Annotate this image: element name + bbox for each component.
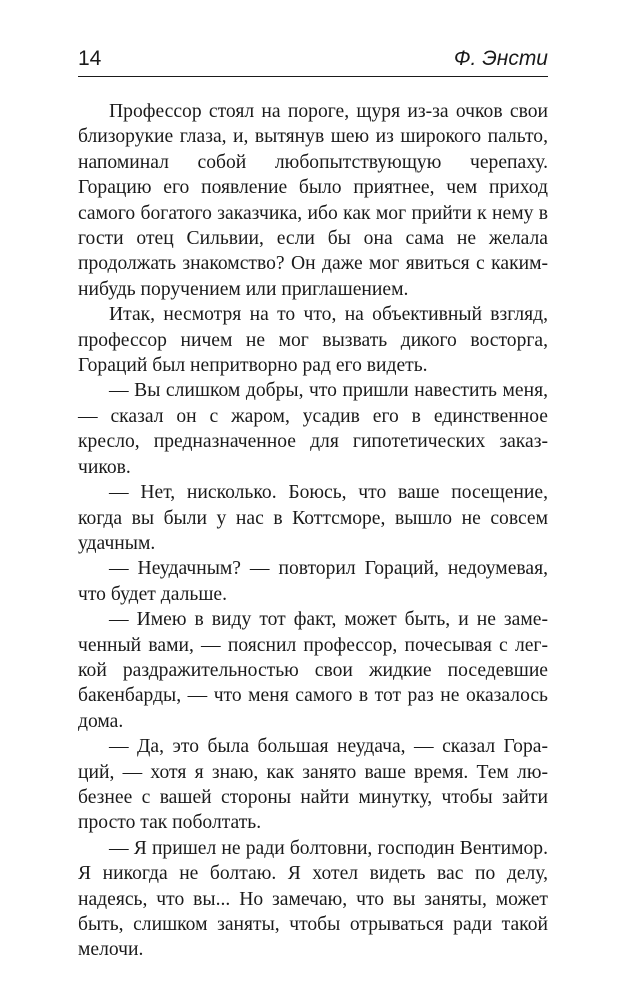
page-header [78,46,548,76]
dialogue-paragraph: — Вы слишком добры, что пришли навестить меня, — сказал он с жаром, усадив его в единственное кресло, предназначенное для гипотетических заказчиков. [78,380,548,478]
dialogue-paragraph: — Да, это была большая неудача, — сказал Гораций, — хотя я знаю, как занято ваше время. Тем любезнее с вашей стороны найти минутку, чтобы зайти просто так поболтать. [78,736,548,834]
body-text [78,99,548,963]
running-title: Ф. Энсти [453,47,548,70]
dialogue-paragraph: — Имею в виду тот факт, может быть, и не замеченный вами, — пояснил профессор, почесывая с легкой раздражительностью свои жидкие поседевшие бакенбарды, — что меня самого в тот раз не оказалось дома. [78,609,548,732]
dialogue-paragraph: — Нет, нисколько. Боюсь, что ваше посещение, когда вы были у нас в Коттсморе, вышло не совсем удачным. [78,482,548,554]
paragraph: Итак, несмотря на то что, на объективный взгляд, профессор ничем не мог вызвать дикого восторга, Гораций был непритворно рад его видеть. [78,304,548,377]
page-number: 14 [78,47,102,70]
paragraph: Профессор стоял на пороге, щуря из-за очков свои близорукие глаза, и, вытянув шею из широкого пальто, напоминал собой любопытствующую черепаху. Горацию его появление было приятнее, чем приход самого богатого заказчика, ибо как мог прийти к нему в гости отец Сильвии, если бы она сама не желала продолжать знакомство? Он даже мог явиться с каким-нибудь поручением или приглашением. [78,101,548,300]
dialogue-paragraph: — Я пришел не ради болтовни, господин Вентимор. Я никогда не болтаю. Я хотел видеть вас по делу, надеясь, что вы... Но замечаю, что вы заняты, может быть, слишком заняты, чтобы отрываться ради такой мелочи. [78,837,548,961]
header-rule [78,76,548,77]
dialogue-paragraph: — Неудачным? — повторил Гораций, недоумевая, что будет дальше. [78,558,548,605]
